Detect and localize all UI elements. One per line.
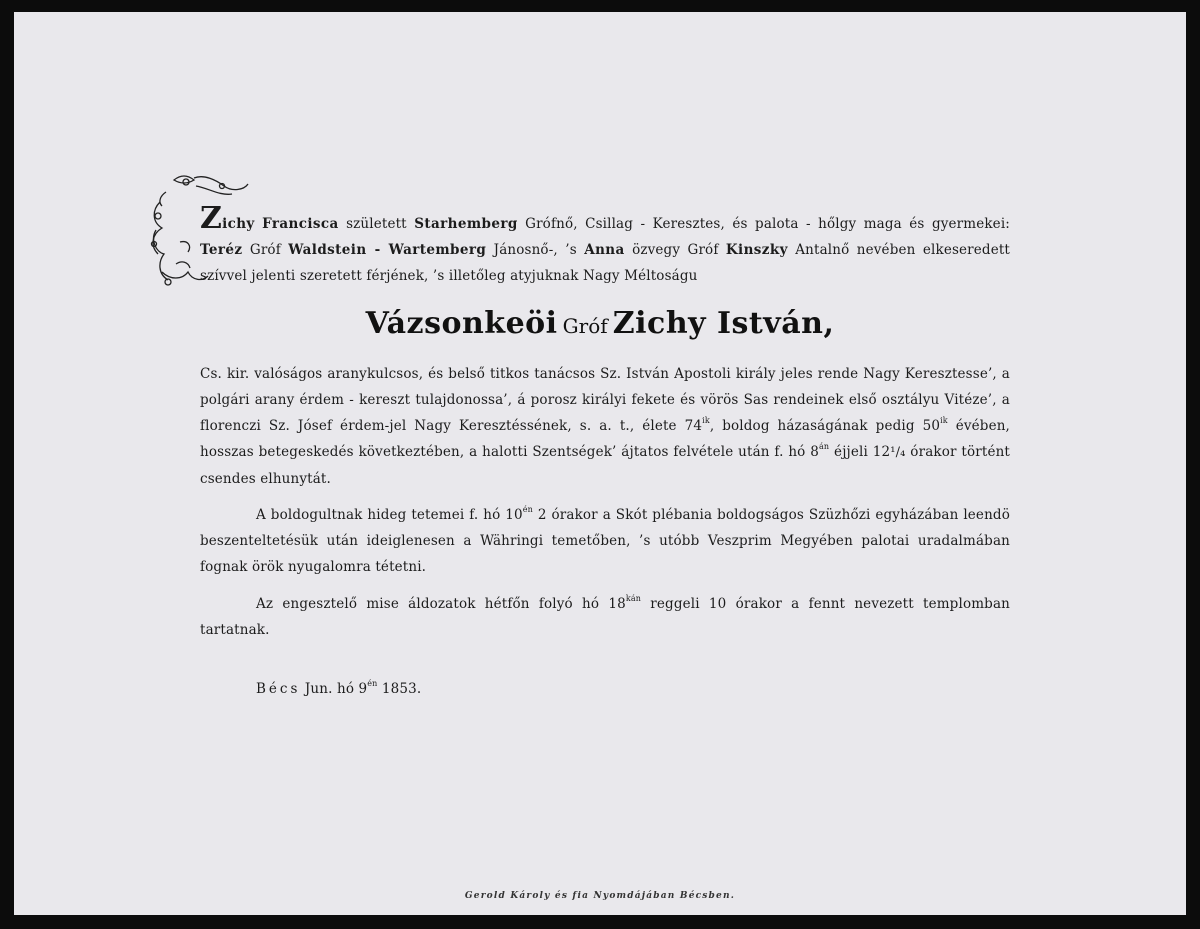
honours-sup-2: ik bbox=[940, 416, 948, 425]
title-part-3: Zichy István, bbox=[612, 306, 835, 341]
deceased-title bbox=[0, 306, 1200, 341]
intro-text-6: Antalnő nevében elkeseredett szívvel jelenti szeretett férjének, ’s illetőleg atyjuknak Nagy Méltoságu bbox=[200, 242, 1010, 284]
intro-name-6: Anna bbox=[584, 242, 625, 258]
mass-text-2: reggeli 10 órakor a fennt nevezett templomban tartatnak. bbox=[200, 596, 1011, 638]
honours-paragraph bbox=[200, 361, 1010, 492]
printer-imprint: Gerold Károly és fia Nyomdájában Bécsben. bbox=[464, 891, 736, 901]
honours-text-1: Cs. kir. valóságos aranykulcsos, és belső titkos tanácsos Sz. István Apostoli király jeles rende Nagy Keresztesse’, a polgári arany érdem - kereszt tulajdonossa’, á porosz királyi fekete és vörös Sas rendeinek első osztályu Vitéze’, a florenczi Sz. Jósef érdem-jel Nagy Keresztéssének, s. a. t., élete 74 bbox=[200, 366, 1010, 434]
intro-name-3: Starhemberg bbox=[414, 216, 518, 232]
funeral-text-1: A boldogultnak hideg tetemei f. hó 10 bbox=[256, 507, 523, 523]
intro-name-7: Kinszky bbox=[725, 242, 788, 258]
intro-text-5: özvegy Gróf bbox=[624, 242, 726, 258]
funeral-text-2: 2 órakor a Skót plébania boldogságos Szüzhőzi egyházában leendö beszenteltetésük után ideiglenesen a Währingi temetőben, ’s utóbb Veszprim Megyében palotai uradalmában fognak örök nyugalomra tétetni. bbox=[200, 507, 1010, 575]
intro-text-1: született bbox=[338, 216, 415, 232]
title-part-1: Vázsonkeöi bbox=[365, 306, 558, 341]
honours-text-5: órakor történt csendes elhunytát. bbox=[200, 444, 1010, 487]
date-line bbox=[200, 676, 1010, 702]
mass-paragraph bbox=[200, 591, 1010, 643]
intro-text-4: Jánosnő-, ’s bbox=[486, 242, 585, 258]
honours-text-3: évében, hosszas betegeskedés következtében, a halotti Szentségek’ ájtatos felvétele után f. hó 8 bbox=[200, 418, 1010, 460]
honours-text-4: éjjeli 12 bbox=[829, 444, 891, 460]
date-sup: én bbox=[367, 679, 378, 688]
dropcap-letter: Z bbox=[200, 201, 223, 236]
intro-paragraph bbox=[200, 201, 1010, 289]
intro-name-4: Teréz bbox=[200, 242, 243, 258]
date-place: Bécs bbox=[256, 681, 301, 697]
date-text-2: 1853. bbox=[377, 681, 422, 697]
honours-text-2: , boldog házaságának pedig 50 bbox=[709, 418, 941, 434]
intro-name-2: Francisca bbox=[262, 216, 339, 232]
funeral-sup-1: én bbox=[522, 505, 533, 514]
mass-text-1: Az engesztelő mise áldozatok hétfőn folyó hó 18 bbox=[256, 596, 626, 612]
intro-name-1: ichy bbox=[222, 216, 255, 232]
honours-sup-3: án bbox=[819, 442, 830, 451]
honours-sup-1: ik bbox=[702, 416, 710, 425]
date-text-1: Jun. hó 9 bbox=[300, 681, 368, 697]
mass-sup-1: kán bbox=[625, 594, 642, 603]
honours-fraction: ¹/₄ bbox=[890, 445, 906, 460]
funeral-paragraph bbox=[200, 502, 1010, 580]
intro-text-2: Grófnő, Csillag - Keresztes, és palota - hőlgy maga és gyermekei: bbox=[517, 216, 1010, 232]
intro-text-3: Gróf bbox=[242, 242, 289, 258]
title-part-2: Gróf bbox=[562, 314, 608, 338]
intro-name-5: Waldstein - Wartemberg bbox=[288, 242, 487, 258]
